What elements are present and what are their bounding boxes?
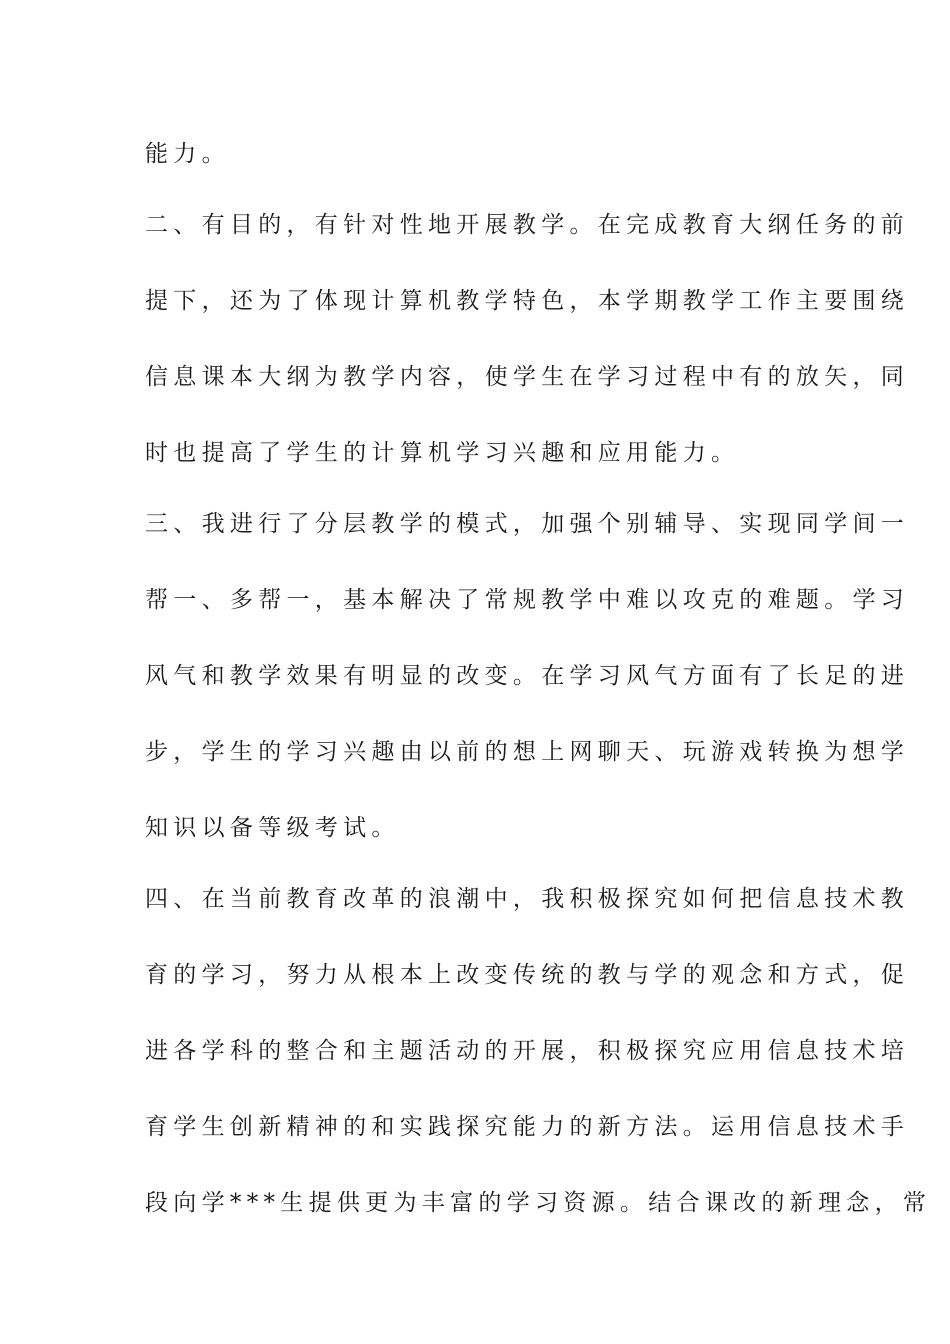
text-line: 风气和教学效果有明显的改变。在学习风气方面有了长足的进 [145, 663, 910, 689]
text-line: 提下，还为了体现计算机教学特色，本学期教学工作主要围绕 [145, 288, 910, 314]
text-line: 步，学生的学习兴趣由以前的想上网聊天、玩游戏转换为想学 [145, 739, 910, 765]
text-line: 信息课本大纲为教学内容，使学生在学习过程中有的放矢，同 [145, 364, 910, 390]
text-line: 时也提高了学生的计算机学习兴趣和应用能力。 [145, 440, 740, 466]
text-line: 帮一、多帮一，基本解决了常规教学中难以攻克的难题。学习 [145, 587, 910, 613]
text-line: 育的学习，努力从根本上改变传统的教与学的观念和方式，促 [145, 962, 910, 988]
text-line: 三、我进行了分层教学的模式，加强个别辅导、实现同学间一 [145, 511, 910, 537]
text-line: 四、在当前教育改革的浪潮中，我积极探究如何把信息技术教 [145, 886, 910, 912]
text-line: 能力。 [145, 141, 230, 167]
text-line: 知识以备等级考试。 [145, 815, 400, 841]
text-line: 二、有目的，有针对性地开展教学。在完成教育大纲任务的前 [145, 212, 910, 238]
text-line: 段向学***生提供更为丰富的学习资源。结合课改的新理念，常 [145, 1190, 932, 1216]
text-line: 育学生创新精神的和实践探究能力的新方法。运用信息技术手 [145, 1114, 910, 1140]
text-line: 进各学科的整合和主题活动的开展，积极探究应用信息技术培 [145, 1038, 910, 1064]
